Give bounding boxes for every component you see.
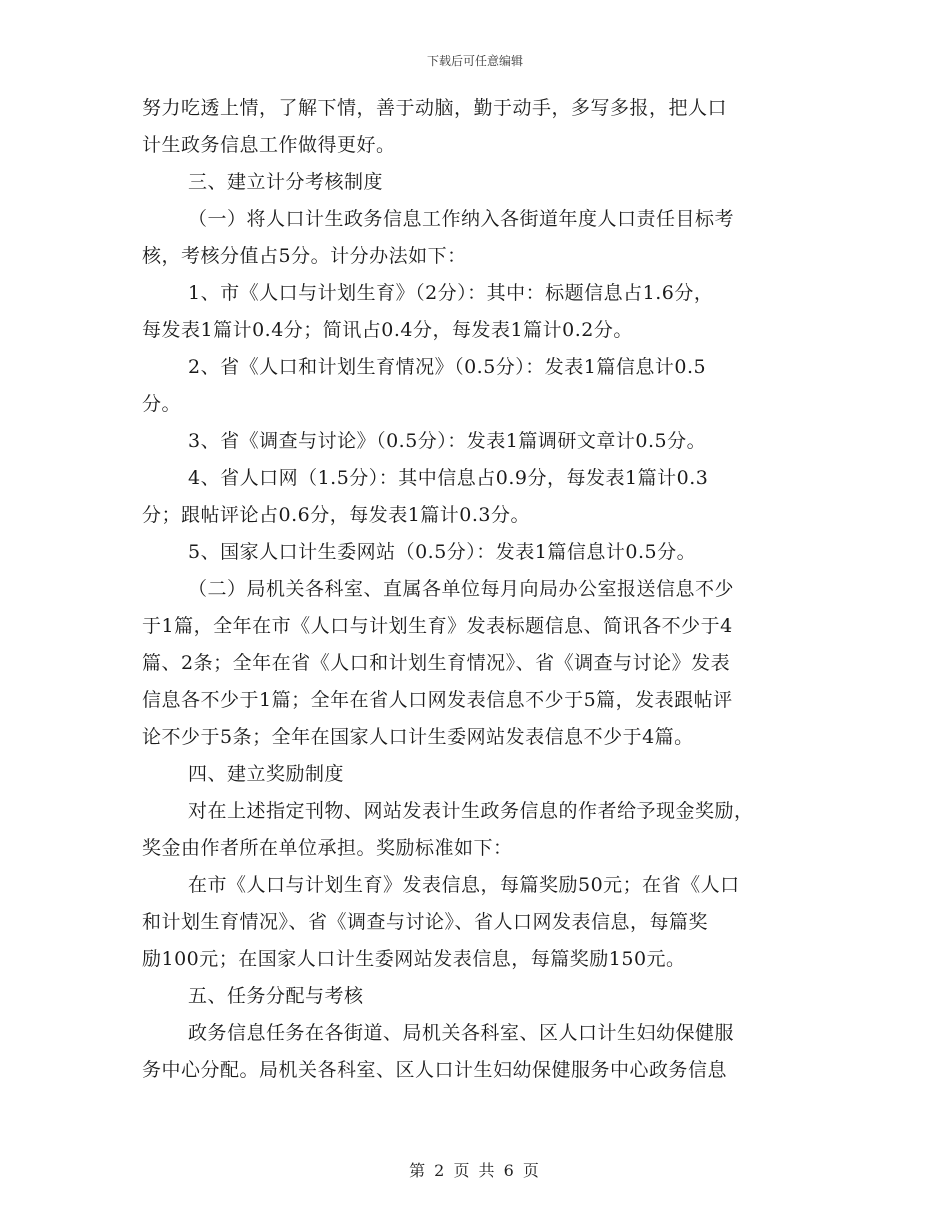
text-line: 政务信息任务在各街道、局机关各科室、区人口计生妇幼保健服 (188, 1022, 735, 1044)
text-line: 五、任务分配与考核 (188, 985, 364, 1007)
text-line: 分；跟帖评论占0.6分，每发表1篇计0.3分。 (142, 504, 531, 526)
text-line: 篇、2条；全年在省《人口和计划生育情况》、省《调查与讨论》发表 (142, 652, 731, 674)
text-line: 5、国家人口计生委网站（0.5分）：发表1篇信息计0.5分。 (188, 541, 697, 563)
text-line: 对在上述指定刊物、网站发表计生政务信息的作者给予现金奖励， (188, 800, 754, 822)
text-line: 2、省《人口和计划生育情况》（0.5分）：发表1篇信息计0.5 (188, 356, 707, 378)
text-line: 四、建立奖励制度 (188, 763, 345, 785)
text-line: 3、省《调查与讨论》（0.5分）：发表1篇调研文章计0.5分。 (188, 430, 707, 452)
text-line: 励100元；在国家人口计生委网站发表信息，每篇奖励150元。 (142, 948, 686, 970)
text-line: 1、市《人口与计划生育》（2分）：其中：标题信息占1.6分， (188, 282, 714, 304)
text-line: 每发表1篇计0.4分；简讯占0.4分，每发表1篇计0.2分。 (142, 319, 633, 341)
text-line: 奖金由作者所在单位承担。奖励标准如下： (142, 837, 513, 859)
text-line: 信息各不少于1篇；全年在省人口网发表信息不少于5篇，发表跟帖评 (142, 689, 733, 711)
text-line: 在市《人口与计划生育》发表信息，每篇奖励50元；在省《人口 (188, 874, 740, 896)
text-line: （一）将人口计生政务信息工作纳入各街道年度人口责任目标考 (188, 208, 735, 230)
page-header: 下载后可任意编辑 (426, 54, 523, 68)
text-line: 计生政务信息工作做得更好。 (142, 134, 396, 156)
document-body (142, 90, 812, 1089)
text-line: 务中心分配。局机关各科室、区人口计生妇幼保健服务中心政务信息 (142, 1059, 728, 1081)
text-line: （二）局机关各科室、直属各单位每月向局办公室报送信息不少 (188, 578, 735, 600)
text-line: 和计划生育情况》、省《调查与讨论》、省人口网发表信息，每篇奖 (142, 911, 709, 933)
page-footer: 第 2 页 共 6 页 (409, 1161, 541, 1180)
text-line: 4、省人口网（1.5分）：其中信息占0.9分，每发表1篇计0.3 (188, 467, 709, 489)
text-line: 分。 (142, 393, 182, 415)
text-line: 于1篇，全年在市《人口与计划生育》发表标题信息、简讯各不少于4 (142, 615, 733, 637)
text-line: 三、建立计分考核制度 (188, 171, 384, 193)
text-line: 努力吃透上情，了解下情，善于动脑，勤于动手，多写多报，把人口 (142, 97, 728, 119)
text-line: 核，考核分值占5分。计分办法如下： (142, 245, 467, 267)
text-line: 论不少于5条；全年在国家人口计生委网站发表信息不少于4篇。 (142, 726, 694, 748)
